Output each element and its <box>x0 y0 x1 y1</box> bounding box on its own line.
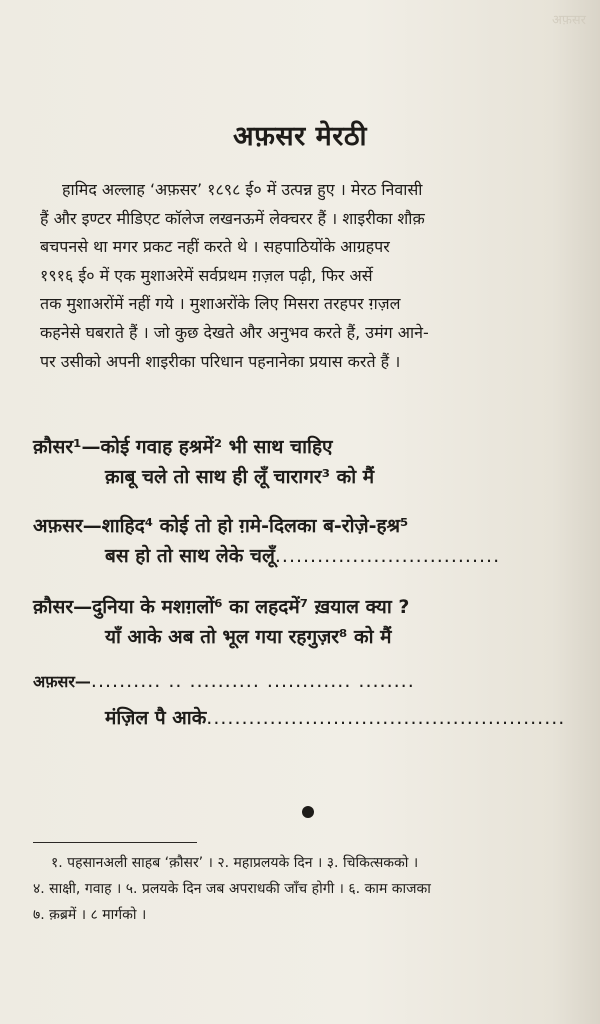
couplet-kausar-1 <box>33 433 573 489</box>
verse-line: क़ाबू चले तो साथ ही लूँ चारागर³ को मैं <box>105 466 375 488</box>
bio-line: बचपनसे था मगर प्रकट नहीं करते थे । सहपाठियोंके आग्रहपर <box>40 237 390 257</box>
verse-line: दुनिया के मशग़लों⁶ का लहदमें⁷ ख़याल क्या ? <box>92 596 410 618</box>
verse-line: कोई गवाह हश्रमें² भी साथ चाहिए <box>100 436 333 458</box>
footnote-line: ४. साक्षी, गवाह । ५. प्रलयके दिन जब अपराधकी जाँच होगी । ६. काम काजका <box>33 881 431 897</box>
bio-line: तक मुशाअरोंमें नहीं गये । मुशाअरोंके लिए मिसरा तरहपर ग़ज़ल <box>40 294 401 314</box>
footnotes <box>33 850 581 928</box>
footnote-line: १. पहसानअली साहब ‘क़ौसर’ । २. महाप्रलयके दिन । ३. चिकित्सकको । <box>51 855 419 871</box>
verse-line: याँ आके अब तो भूल गया रहगुज़र⁸ को मैं <box>105 626 392 648</box>
speaker-label: अफ़सर— <box>33 515 102 537</box>
footnote-line: ७. क़ब्रमें । ८ मार्गको । <box>33 907 147 923</box>
bio-line: १९१६ ई० में एक मुशाअरेमें सर्वप्रथम ग़ज़ल पढ़ी, फिर अर्से <box>40 265 373 285</box>
verse-line: बस हो तो साथ लेके चलूँ <box>105 545 275 567</box>
bio-line: हामिद अल्लाह ‘अफ़सर’ १८९८ ई० में उत्पन्न हुए । मेरठ निवासी <box>62 180 423 199</box>
verse-ellipsis: ................................................... <box>206 707 566 729</box>
page-title: अफ़सर मेरठी <box>232 121 367 152</box>
couplet-afsar-1 <box>33 512 573 568</box>
speaker-label: क़ौसर— <box>33 596 93 618</box>
speaker-label: अफ़सर— <box>33 672 91 691</box>
couplet-kausar-2 <box>33 593 573 649</box>
verse-ellipsis: ................................ <box>274 545 501 567</box>
bleed-through-header: अफ़सर <box>551 13 586 28</box>
verse-ellipsis: .......... .. .......... ............ ........ <box>90 670 415 692</box>
section-bullet <box>302 806 314 818</box>
bio-line: हैं और इण्टर मीडिएट कॉलेज लखनऊमें लेक्चरर हैं । शाइरीका शौक़ <box>40 208 425 228</box>
couplet-afsar-2 <box>33 670 573 730</box>
verse-line: शाहिद⁴ कोई तो हो ग़मे-दिलका ब-रोज़े-हश्र⁵ <box>101 515 409 537</box>
footnote-divider <box>33 842 197 843</box>
bio-line: कहनेसे घबराते हैं । जो कुछ देखते और अनुभव करते हैं, उमंग आने- <box>40 322 429 342</box>
speaker-label: क़ौसर¹— <box>33 436 101 458</box>
bio-line: पर उसीको अपनी शाइरीका परिधान पहनानेका प्रयास करते हैं । <box>40 351 401 371</box>
biography-paragraph <box>40 176 554 376</box>
verse-line: मंज़िल पै आके <box>105 707 207 729</box>
